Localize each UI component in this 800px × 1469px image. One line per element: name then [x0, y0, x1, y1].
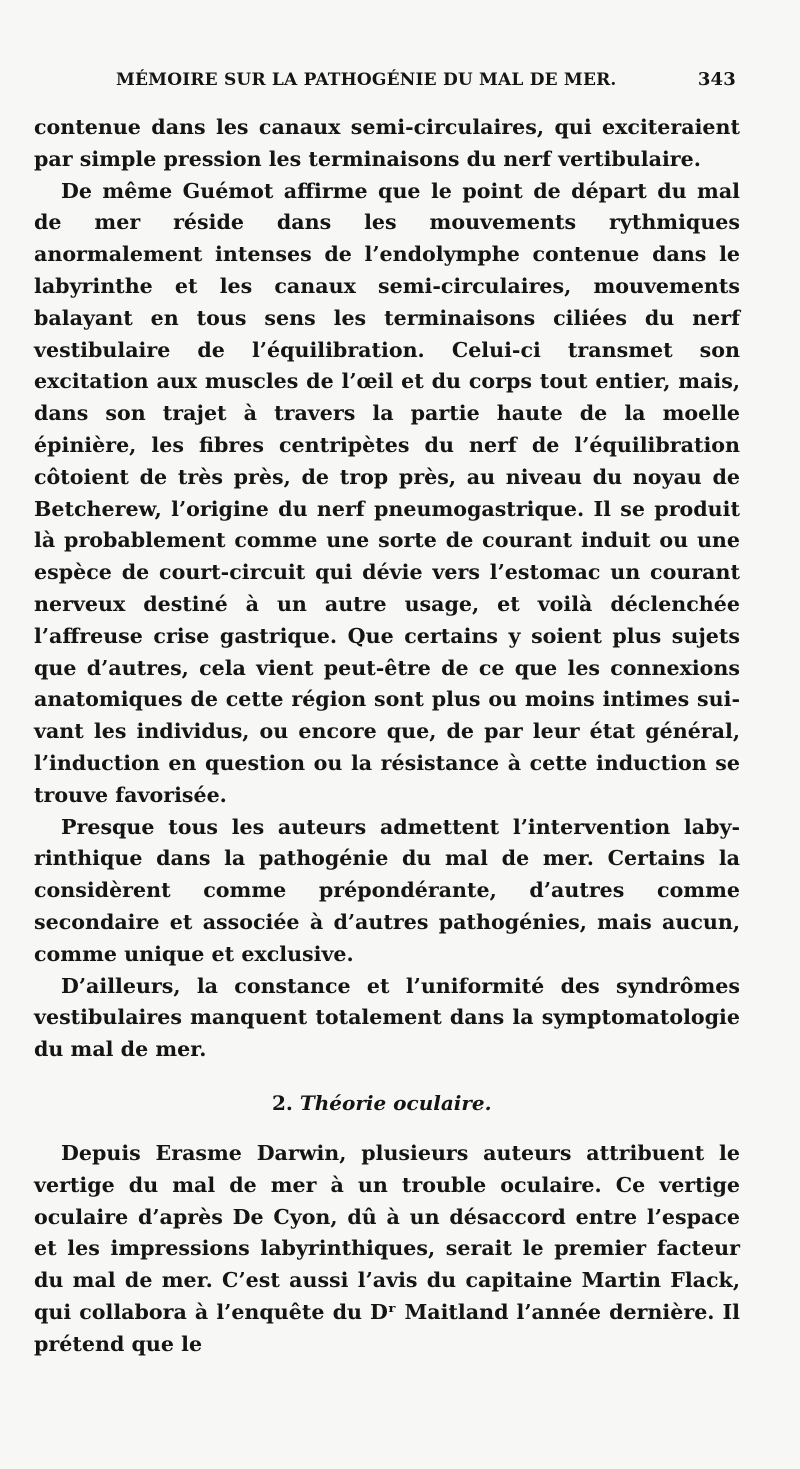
- section-title: Théorie oculaire.: [299, 1090, 492, 1115]
- paragraph-guemot: De même Guémot affirme que le point de départ du mal de mer réside dans les mouvements rythmiques anormalement intenses de l’endolymphe contenue dans le labyrinthe et les canaux semi-circulaires, mouvements balayant en tous sens les terminaisons ciliées du nerf vestibulaire de l’équilibration. Celui-ci transmet son excitation aux muscles de l’œil et du corps tout entier, mais, dans son trajet à travers la partie haute de la moelle épinière, les fibres centripètes du nerf de l’équilibration côtoient de très près, de trop près, au niveau du noyau de Betcherew, l’origine du nerf pneumogastrique. Il se produit là probablement comme une sorte de courant induit ou une espèce de court-circuit qui dévie vers l’estomac un courant nerveux destiné à un autre usage, et voilà déclenchée l’affreuse crise gastrique. Que certains y soient plus sujets que d’autres, cela vient peut-être de ce que les connexions anatomiques de cette région sont plus ou moins intimes suivant les individus, ou encore que, de par leur état général, l’induction en question ou la résistance à cette induction se trouve favorisée.: [34, 178, 740, 807]
- paragraph-ocular-theory: Depuis Erasme Darwin, plusieurs auteurs attribuent le vertige du mal de mer à un trouble oculaire. Ce vertige oculaire d’après De Cyon, dû à un désaccord entre l’espace et les impressions labyrinthiques, serait le premier facteur du mal de mer. C’est aussi l’avis du capitaine Martin Flack, qui collabora à l’enquête du Dʳ Maitland l’année dernière. Il prétend que le: [34, 1140, 740, 1356]
- body-text: [34, 112, 740, 1360]
- paragraph-vestibular: D’ailleurs, la constance et l’uniformité des syndrômes vestibulaires manquent totalement dans la symptomatologie du mal de mer.: [34, 973, 740, 1062]
- section-heading: [34, 1087, 740, 1119]
- running-title: MÉMOIRE SUR LA PATHOGÉNIE DU MAL DE MER.: [116, 70, 617, 90]
- paragraph-continuation: contenue dans les canaux semi-circulaires, qui exciteraient par simple pression les terminaisons du nerf vertibulaire.: [34, 115, 740, 171]
- paragraph-authors: Presque tous les auteurs admettent l’intervention labyrinthique dans la pathogénie du mal de mer. Certains la considèrent comme prépondérante, d’autres comme secondaire et associée à d’autres pathogénies, mais aucun, comme unique et exclusive.: [34, 814, 740, 966]
- page-number: 343: [697, 69, 736, 90]
- section-number: 2.: [272, 1090, 293, 1115]
- page-header: [34, 63, 740, 97]
